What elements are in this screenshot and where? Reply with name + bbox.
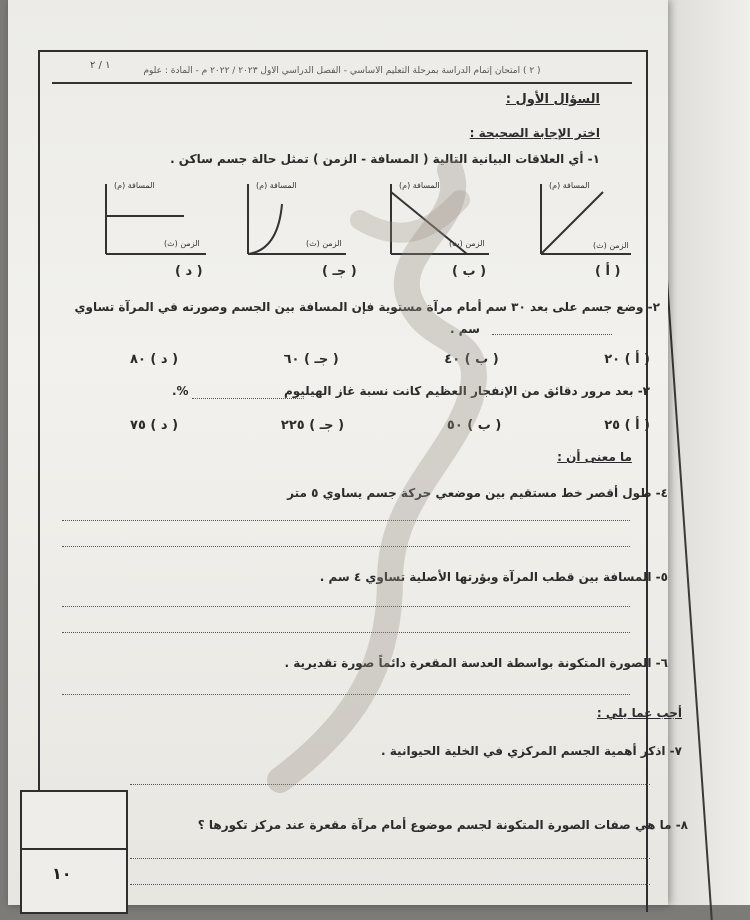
- q1-item2-blank: [492, 334, 612, 335]
- graph-d: [100, 178, 212, 260]
- graph-d-ylabel: المسافة (م): [114, 181, 155, 190]
- graph-c-xlabel: الزمن (ث): [306, 239, 342, 248]
- page-number: ١ / ٢: [90, 60, 111, 71]
- q2-item5: ٥- المسافة بين قطب المرآة وبؤرتها الأصلية تساوي ٤ سم .: [319, 570, 668, 584]
- q3-item8-line1: [130, 858, 650, 859]
- q3-item7: ٧- اذكر أهمية الجسم المركزي في الخلية الحيوانية .: [381, 744, 682, 758]
- q1-title: السؤال الأول :: [505, 92, 600, 107]
- graph-d-letter: ( د ): [175, 264, 203, 279]
- q2-item6: ٦- الصورة المتكونة بواسطة العدسة المقعرة دائماً صورة تقديرية .: [284, 656, 668, 670]
- q1-item2-unit: سم .: [450, 322, 480, 336]
- choice-3c[interactable]: ( جـ ) ٢٢٥: [280, 418, 345, 433]
- q2-item6-line1: [62, 694, 630, 695]
- q3-item7-line1: [130, 784, 650, 785]
- q2-item4-line1: [62, 520, 630, 521]
- graph-a-letter: ( أ ): [595, 264, 621, 279]
- q1-item2-text: ٢- وضع جسم على بعد ٣٠ سم أمام مرآة مستوية فإن المسافة بين الجسم وصورته في المرآة تساوي: [74, 300, 660, 314]
- graph-b-letter: ( ب ): [452, 264, 487, 279]
- q1-item1-text: ١- أي العلاقات البيانية التالية ( المسافة - الزمن ) تمثل حالة جسم ساكن .: [170, 152, 600, 166]
- choice-3d[interactable]: ( د ) ٧٥: [130, 418, 179, 433]
- graph-b-ylabel: المسافة (م): [399, 181, 440, 190]
- choice-3b[interactable]: ( ب ) ٥٠: [446, 418, 502, 433]
- choice-2d[interactable]: ( د ) ٨٠: [130, 352, 179, 367]
- score-value: ١٠: [52, 864, 72, 883]
- q1-instruction: اختر الإجابة الصحيحة :: [469, 126, 600, 140]
- graph-c-letter: ( جـ ): [322, 264, 357, 279]
- q1-item2-choices: [130, 352, 650, 367]
- graph-c-ylabel: المسافة (م): [256, 181, 297, 190]
- q3-item8-line2: [130, 884, 650, 885]
- q2-item4-line2: [62, 546, 630, 547]
- q1-item3-choices: [130, 418, 650, 433]
- choice-3a[interactable]: ( أ ) ٢٥: [604, 418, 650, 433]
- q1-item3-unit: %.: [172, 384, 189, 398]
- graph-a-ylabel: المسافة (م): [549, 181, 590, 190]
- score-box: [20, 790, 128, 914]
- graph-a: [535, 178, 635, 260]
- q1-item3-blank: [192, 398, 304, 399]
- q2-item5-line1: [62, 606, 630, 607]
- q3-title: أجب عما يلي :: [596, 706, 682, 720]
- q2-item5-line2: [62, 632, 630, 633]
- q1-item3-text: ٣- بعد مرور دقائق من الإنفجار العظيم كانت نسبة غاز الهيليوم: [283, 384, 650, 398]
- graph-d-xlabel: الزمن (ث): [164, 239, 200, 248]
- q3-item8: ٨- ما هي صفات الصورة المتكونة لجسم موضوع أمام مرآة مقعرة عند مركز تكورها ؟: [197, 818, 688, 832]
- graph-c: [242, 178, 352, 260]
- graph-b-xlabel: الزمن (ث): [449, 239, 485, 248]
- graph-b: [385, 178, 495, 260]
- choice-2c[interactable]: ( جـ ) ٦٠: [283, 352, 339, 367]
- graph-a-xlabel: الزمن (ث): [593, 241, 629, 250]
- q2-item4: ٤- طول أقصر خط مستقيم بين موضعي حركة جسم يساوي ٥ متر: [287, 486, 668, 500]
- exam-header: ( ٢ ) امتحان إتمام الدراسة بمرحلة التعليم الأساسي - الفصل الدراسي الأول ٢٠٢٣ / ٢٠٢٢ م - المادة : علوم: [52, 66, 632, 84]
- choice-2b[interactable]: ( ب ) ٤٠: [444, 352, 499, 367]
- choice-2a[interactable]: ( أ ) ٢٠: [604, 352, 650, 367]
- q2-title: ما معنى أن :: [557, 450, 632, 464]
